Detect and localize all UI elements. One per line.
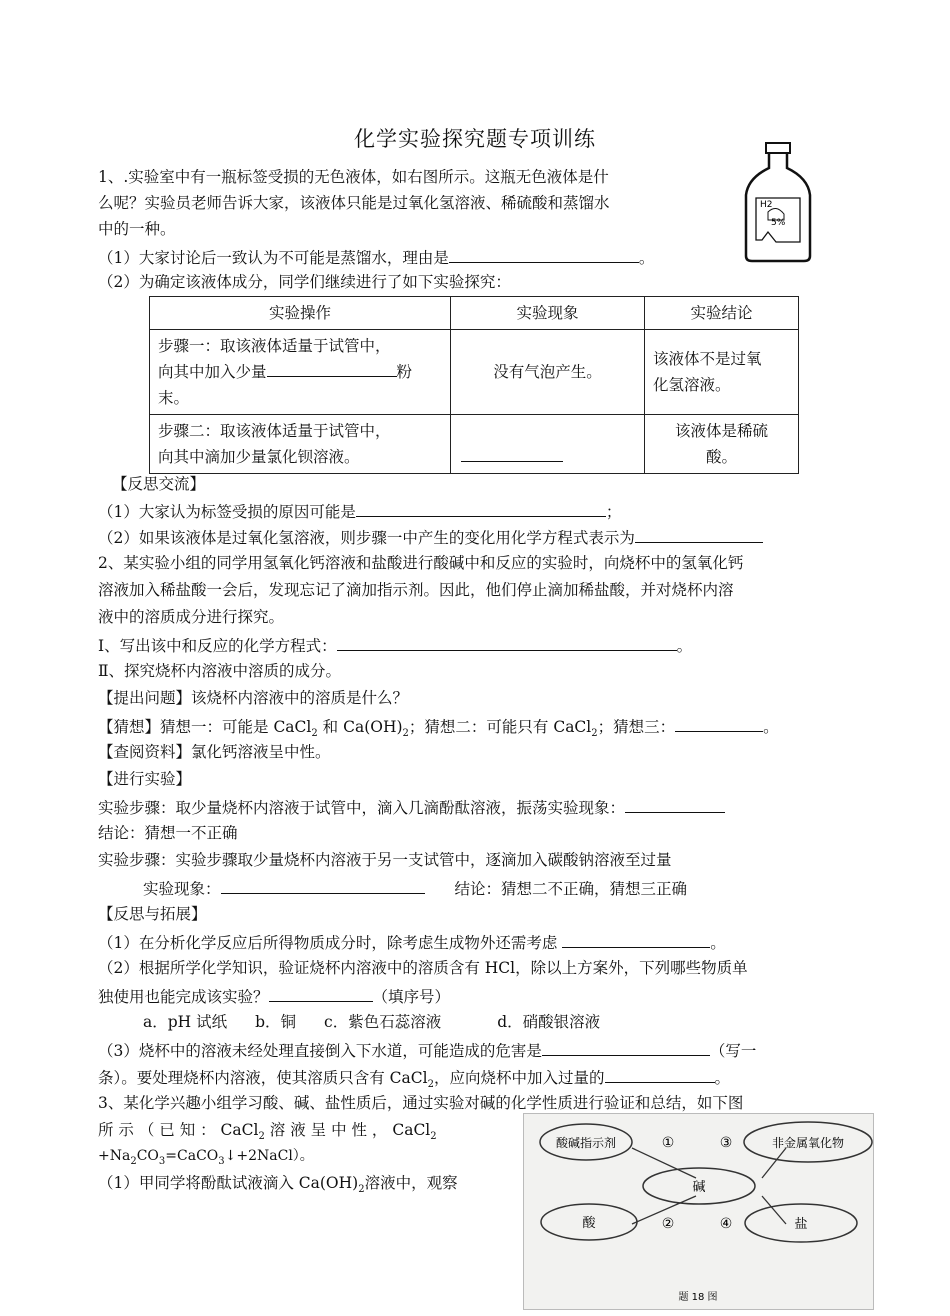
intro-text: CO: [136, 1148, 159, 1164]
q1-part-2: （2）为确定该液体成分，同学们继续进行了如下实验探究：: [98, 273, 511, 291]
option-d[interactable]: d．硝酸银溶液: [497, 1013, 601, 1031]
intro-text: =CaCO: [165, 1148, 219, 1164]
section-head: 【查阅资料】: [98, 743, 192, 761]
intro-text: 所 示 （ 已 知 ： CaCl: [98, 1121, 259, 1139]
intro-text: ↓+2NaCl）。: [224, 1148, 314, 1164]
diagram-salt-label: 盐: [794, 1217, 808, 1232]
cell-line: 化氢溶液。: [653, 376, 731, 394]
q2-ext-1: [98, 931, 726, 953]
ext-text: （填序号）: [372, 988, 451, 1006]
answer-blank[interactable]: [635, 526, 763, 543]
table-row: [150, 415, 799, 474]
q1-reflect-1: [98, 500, 621, 522]
q1-reflect-1-text: （1）大家认为标签受损的原因可能是: [98, 503, 356, 521]
answer-blank[interactable]: [267, 360, 397, 377]
subscript: 2: [130, 1155, 137, 1167]
base-properties-diagram: [523, 1113, 874, 1310]
q2-part-i-text: Ⅰ、写出该中和反应的化学方程式：: [98, 637, 337, 655]
diagram-oxide-label: 非金属氧化物: [771, 1136, 845, 1150]
table-header: 实验现象: [451, 297, 645, 330]
diagram-indicator-label: 酸碱指示剂: [555, 1136, 617, 1150]
q2-conclusion-1: 结论：猜想一不正确: [98, 824, 238, 842]
table-row: [150, 330, 799, 415]
answer-blank[interactable]: [605, 1066, 715, 1083]
q2-ext-3-line-2: [98, 1066, 730, 1095]
q1-part-1: [98, 246, 654, 268]
subscript: 3: [158, 1155, 166, 1167]
bottle-figure: [738, 140, 818, 265]
q1-intro-2: 么呢？实验员老师告诉大家，该液体只能是过氧化氢溶液、稀硫酸和蒸馏水: [98, 194, 610, 212]
answer-blank[interactable]: [269, 985, 373, 1002]
info-text: 氯化钙溶液呈中性。: [191, 743, 331, 761]
q2-intro-2: 溶液加入稀盐酸一会后，发现忘记了滴加指示剂。因此，他们停止滴加稀盐酸，并对烧杯内溶: [98, 581, 734, 599]
table-cell-operation: [150, 415, 451, 474]
ext-text: 独使用也能完成该实验？: [98, 988, 269, 1006]
punct: ；: [605, 503, 622, 521]
ext-text: （3）烧杯中的溶液未经处理直接倒入下水道，可能造成的危害是: [98, 1042, 542, 1060]
subscript: 2: [591, 728, 598, 740]
diagram-svg: [524, 1114, 873, 1309]
diagram-num-3: ③: [719, 1135, 733, 1151]
table-cell-operation: [150, 330, 451, 415]
diagram-num-1: ①: [661, 1135, 675, 1151]
q1-reflect-2-text: （2）如果该液体是过氧化氢溶液，则步骤一中产生的变化用化学方程式表示为: [98, 529, 635, 547]
punct: 。: [676, 637, 693, 655]
table-cell-conclusion: [645, 415, 799, 474]
table-header-row: [150, 297, 799, 330]
guess-text: 和 Ca(OH): [317, 718, 403, 736]
part-text: （1）甲同学将酚酞试液滴入 Ca(OH): [98, 1174, 359, 1192]
punct: 。: [638, 249, 655, 267]
cell-line: 步骤二：取该液体适量于试管中，: [158, 422, 391, 440]
q3-part-1: [98, 1173, 458, 1200]
phenomenon-label: 实验现象：: [143, 880, 221, 898]
subscript: 2: [311, 728, 318, 740]
table-cell-conclusion: [645, 330, 799, 415]
q2-part-ii: Ⅱ、探究烧杯内溶液中溶质的成分。: [98, 662, 342, 680]
diagram-num-2: ②: [661, 1216, 675, 1232]
q2-ext-3-line-1: [98, 1039, 756, 1061]
q2-step-2: 实验步骤：实验步骤取少量烧杯内溶液于另一支试管中，逐滴加入碳酸钠溶液至过量: [98, 851, 672, 869]
ext-text: （1）在分析化学反应后所得物质成分时，除考虑生成物外还需考虑: [98, 934, 563, 952]
bottle-label-top: H2: [760, 200, 773, 210]
ext-text: （写一: [709, 1042, 757, 1060]
subscript: 2: [427, 1079, 434, 1091]
answer-blank[interactable]: [461, 445, 563, 462]
intro-text: +Na: [98, 1148, 131, 1164]
answer-blank[interactable]: [337, 634, 677, 651]
cell-line: 该液体不是过氧: [653, 350, 762, 368]
part-text: 溶液中，观察: [364, 1174, 458, 1192]
subscript: 3: [218, 1155, 225, 1167]
table-cell-observation: [451, 415, 645, 474]
q2-phenomenon-2: [143, 877, 687, 899]
guess-text: ；猜想二：可能只有 CaCl: [408, 718, 592, 736]
cell-line: [158, 359, 442, 385]
q2-question: 【提出问题】该烧杯内溶液中的溶质是什么？: [98, 689, 409, 707]
q2-guess: [98, 715, 779, 744]
subscript: 2: [430, 1131, 437, 1143]
punct: 。: [763, 718, 779, 736]
answer-blank[interactable]: [675, 715, 763, 732]
q1-reflect-head: 【反思交流】: [112, 475, 206, 493]
q2-exp-head: 【进行实验】: [98, 770, 192, 788]
intro-text: 溶 液 呈 中 性 ， CaCl: [264, 1121, 431, 1139]
option-b[interactable]: b．铜: [255, 1013, 297, 1031]
conclusion-text: 结论：猜想二不正确，猜想三正确: [454, 880, 688, 898]
q1-intro-1: 1、.实验室中有一瓶标签受损的无色液体，如右图所示。这瓶无色液体是什: [98, 168, 609, 186]
q2-ext-2-line-2: [98, 985, 450, 1007]
step-text: 实验步骤：取少量烧杯内溶液于试管中，滴入几滴酚酞溶液，振荡实验现象：: [98, 799, 626, 817]
q3-intro-2: [98, 1120, 437, 1147]
diagram-acid-label: 酸: [582, 1216, 596, 1231]
q2-ext-2-line-1: （2）根据所学化学知识，验证烧杯内溶液中的溶质含有 HCl，除以上方案外，下列哪些物质单: [98, 959, 748, 977]
q2-intro-1: 2、某实验小组的同学用氢氧化钙溶液和盐酸进行酸碱中和反应的实验时，向烧杯中的氢氧化钙: [98, 554, 744, 572]
q3-intro-1: 3、某化学兴趣小组学习酸、碱、盐性质后，通过实验对碱的化学性质进行验证和总结，如下图: [98, 1094, 744, 1112]
answer-blank[interactable]: [542, 1039, 710, 1056]
section-head: 【猜想】: [98, 718, 161, 736]
option-c[interactable]: c．紫色石蕊溶液: [324, 1013, 442, 1031]
answer-blank[interactable]: [625, 796, 725, 813]
answer-blank[interactable]: [449, 246, 639, 263]
q2-step-1: [98, 796, 725, 818]
diagram-caption: 题 18 图: [678, 1292, 718, 1303]
q2-options: [143, 1012, 600, 1032]
punct: 。: [710, 934, 726, 952]
page-title: 化学实验探究题专项训练: [354, 127, 596, 151]
diagram-num-4: ④: [719, 1216, 733, 1232]
q3-intro-3: [98, 1146, 314, 1172]
guess-text: ；猜想三：: [597, 718, 676, 736]
subscript: 2: [258, 1131, 265, 1143]
cell-line: 末。: [158, 389, 190, 407]
experiment-table: [149, 296, 799, 474]
q1-intro-3: 中的一种。: [98, 220, 176, 238]
option-a[interactable]: a．pH 试纸: [143, 1013, 228, 1031]
ext-text: 条）。要处理烧杯内溶液，使其溶质只含有 CaCl: [98, 1069, 428, 1087]
bottle-label-bottom: 5%: [771, 218, 786, 228]
guess-text: 猜想一：可能是 CaCl: [160, 718, 312, 736]
cell-line: 酸。: [705, 448, 737, 466]
q2-intro-3: 液中的溶质成分进行探究。: [98, 608, 285, 626]
cell-line: 该液体是稀硫: [674, 422, 768, 440]
subscript: 2: [358, 1184, 365, 1196]
answer-blank[interactable]: [356, 500, 606, 517]
answer-blank[interactable]: [221, 877, 425, 894]
cell-line: 步骤一：取该液体适量于试管中，: [158, 337, 391, 355]
q2-part-i: [98, 634, 692, 656]
punct: 。: [714, 1069, 731, 1087]
diagram-base-label: 碱: [692, 1180, 706, 1195]
cell-text: 粉: [396, 363, 413, 381]
q2-ext-head: 【反思与拓展】: [98, 905, 207, 923]
q1-part-1-text: （1）大家讨论后一致认为不可能是蒸馏水，理由是: [98, 249, 449, 267]
answer-blank[interactable]: [562, 931, 710, 948]
cell-text: 向其中加入少量: [158, 363, 267, 381]
cell-line: 向其中滴加少量氯化钡溶液。: [158, 448, 360, 466]
q1-reflect-2: [98, 526, 763, 548]
subscript: 2: [402, 728, 409, 740]
q2-info: [98, 742, 331, 762]
table-header: 实验结论: [645, 297, 799, 330]
table-header: 实验操作: [150, 297, 451, 330]
ext-text: ，应向烧杯中加入过量的: [433, 1069, 605, 1087]
table-cell-observation: 没有气泡产生。: [451, 330, 645, 415]
